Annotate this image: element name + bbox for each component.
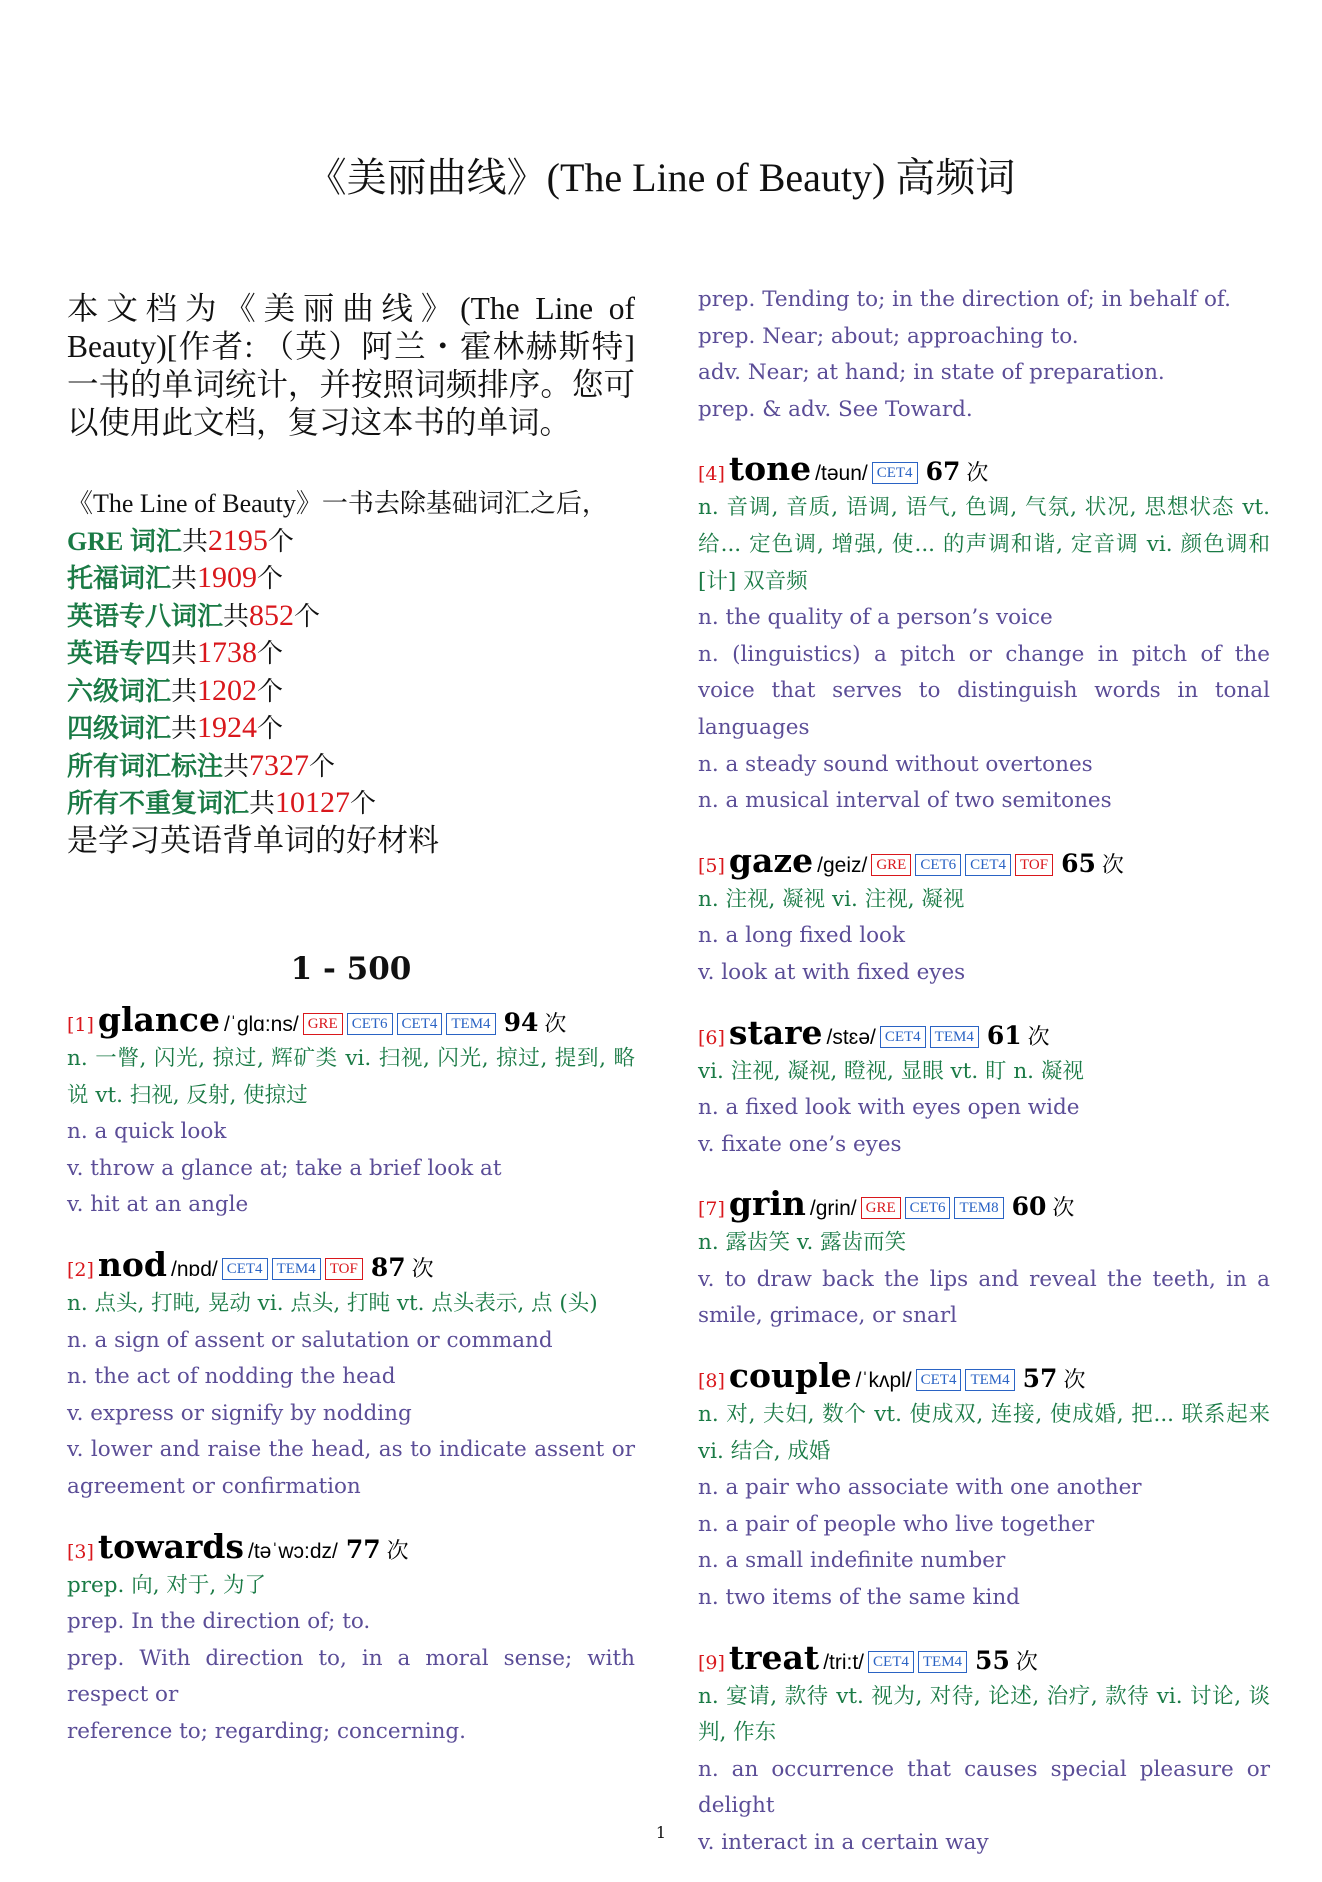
english-definition: v. express or signify by nodding xyxy=(67,1400,412,1426)
tag-cet4: CET4 xyxy=(916,1369,962,1391)
frequency-count: 67 xyxy=(925,457,961,487)
entry-header xyxy=(698,1183,1270,1225)
stat-row-cet6: 六级词汇共1202个 xyxy=(67,673,284,707)
stat-row-toefl: 托福词汇共1909个 xyxy=(67,561,284,594)
frequency-unit: 次 xyxy=(1101,852,1124,878)
english-definition: adv. Near; at hand; in state of preparation. xyxy=(698,360,1165,386)
vocabulary-stats xyxy=(67,486,635,859)
frequency-count: 60 xyxy=(1011,1192,1047,1222)
frequency-unit: 次 xyxy=(1027,1024,1050,1050)
phonetic: /stɛə/ xyxy=(826,1025,876,1049)
word-entry-couple xyxy=(698,1355,1270,1617)
word-entry-gaze xyxy=(698,840,1270,992)
english-definition: reference to; regarding; concerning. xyxy=(67,1718,467,1744)
entry-index: [1] xyxy=(67,1014,94,1036)
stats-closing: 是学习英语背单词的好材料 xyxy=(67,822,439,858)
intro-paragraph: 本文档为《美丽曲线》(The Line of Beauty)[作者: （英）阿兰・霍林赫斯特] 一书的单词统计，并按照词频排序。您可以使用此文档，复习这本书的单词。 xyxy=(67,291,635,440)
entry-header xyxy=(698,1355,1270,1397)
frequency-count: 61 xyxy=(986,1020,1022,1050)
stat-row-all-tagged: 所有词汇标注共7327个 xyxy=(67,748,336,782)
phonetic: /təun/ xyxy=(815,462,868,486)
phonetic: /ˈglɑ:ns/ xyxy=(224,1013,299,1036)
chinese-definition: n. 宴请, 款待 vt. 视为, 对待, 论述, 治疗, 款待 vi. 讨论, 谈判, 作东 xyxy=(698,1683,1270,1746)
chinese-definition: n. 一瞥, 闪光, 掠过, 辉矿类 vi. 扫视, 闪光, 掠过, 提到, 略说 vt. 扫视, 反射, 使掠过 xyxy=(67,1046,635,1108)
english-definition: prep. Tending to; in the direction of; in behalf of. xyxy=(698,287,1231,312)
phonetic: /təˈwɔ:dz/ xyxy=(248,1539,338,1563)
word-entry-glance xyxy=(67,999,635,1224)
entry-header xyxy=(67,999,635,1041)
word-entry-towards xyxy=(67,1526,635,1751)
english-definition: n. a musical interval of two semitones xyxy=(698,788,1112,814)
english-definition: n. a fixed look with eyes open wide xyxy=(698,1095,1080,1121)
english-definition: n. a quick look xyxy=(67,1119,227,1145)
headword: stare xyxy=(728,1012,823,1052)
word-entry-nod xyxy=(67,1244,635,1506)
english-definition: prep. Near; about; approaching to. xyxy=(698,323,1079,349)
phonetic: /ˈkʌpl/ xyxy=(855,1369,912,1393)
stat-row-cet4: 四级词汇共1924个 xyxy=(67,711,284,744)
tag-cet4: CET4 xyxy=(222,1258,268,1280)
word-entry-stare xyxy=(698,1012,1270,1164)
chinese-definition: n. 音调, 音质, 语调, 语气, 色调, 气氛, 状况, 思想状态 vt. 给... 定色调, 增强, 使... 的声调和谐, 定音调 vi. 颜色调和 [计] 双音频 xyxy=(698,495,1270,594)
english-definition: v. look at with fixed eyes xyxy=(698,959,966,985)
entry-header xyxy=(698,840,1270,882)
phonetic: /grin/ xyxy=(809,1197,857,1221)
tag-cet4: CET4 xyxy=(397,1013,443,1035)
tag-tem4: TEM4 xyxy=(446,1013,495,1035)
entry-index: [4] xyxy=(698,463,725,486)
phonetic: /nɒd/ xyxy=(171,1257,218,1281)
tag-cet4: CET4 xyxy=(880,1026,926,1048)
headword: grin xyxy=(728,1184,806,1224)
tag-tof: TOF xyxy=(325,1258,363,1280)
headword: tone xyxy=(728,449,812,489)
entry-index: [7] xyxy=(698,1198,725,1221)
english-definition: v. fixate one’s eyes xyxy=(698,1131,902,1157)
entry-index: [6] xyxy=(698,1026,725,1049)
frequency-unit: 次 xyxy=(966,461,989,487)
english-definition: prep. With direction to, in a moral sense; with respect or xyxy=(67,1645,635,1708)
english-definition: n. a pair who associate with one another xyxy=(698,1475,1142,1501)
tag-tem4: TEM4 xyxy=(930,1026,979,1048)
stat-row-tem8: 英语专八词汇共852个 xyxy=(67,598,321,632)
english-definition: v. throw a glance at; take a brief look at xyxy=(67,1155,502,1181)
word-entry-grin xyxy=(698,1183,1270,1335)
english-definition: prep. In the direction of; to. xyxy=(67,1609,371,1635)
entry-index: [5] xyxy=(698,854,725,877)
tag-cet4: CET4 xyxy=(872,462,918,484)
tag-cet4: CET4 xyxy=(965,854,1011,876)
frequency-count: 57 xyxy=(1022,1364,1058,1394)
tag-tem8: TEM8 xyxy=(954,1197,1003,1219)
english-definition: v. interact in a certain way xyxy=(698,1830,989,1855)
stats-lead: 《The Line of Beauty》一书去除基础词汇之后， xyxy=(67,489,608,518)
tag-tem4: TEM4 xyxy=(272,1258,321,1280)
entry-header xyxy=(698,1012,1270,1054)
frequency-unit: 次 xyxy=(544,1012,567,1037)
left-column xyxy=(67,282,635,1771)
headword: towards xyxy=(97,1526,245,1566)
frequency-count: 77 xyxy=(345,1534,381,1564)
tag-gre: GRE xyxy=(871,854,911,876)
phonetic: /geiz/ xyxy=(817,853,868,877)
chinese-definition: n. 对, 夫妇, 数个 vt. 使成双, 连接, 使成婚, 把... 联系起来 vi. 结合, 成婚 xyxy=(698,1402,1270,1464)
frequency-count: 94 xyxy=(503,1008,539,1037)
tag-gre: GRE xyxy=(303,1013,343,1035)
frequency-count: 65 xyxy=(1061,848,1096,878)
english-definition: n. a sign of assent or salutation or command xyxy=(67,1327,553,1353)
english-definition: v. to draw back the lips and reveal the teeth, in a smile, grimace, or snarl xyxy=(698,1266,1270,1329)
english-definition: prep. & adv. See Toward. xyxy=(698,396,973,422)
chinese-definition: prep. 向, 对于, 为了 xyxy=(67,1572,267,1598)
page-number: 1 xyxy=(655,1823,667,1842)
english-definition: v. lower and raise the head, as to indicate assent or agreement or confirmation xyxy=(67,1437,635,1499)
headword: gaze xyxy=(728,840,814,880)
stat-row-gre: GRE 词汇共2195个 xyxy=(67,523,294,557)
entry-index: [2] xyxy=(67,1258,94,1281)
phonetic: /tri:t/ xyxy=(823,1650,865,1674)
english-definition: n. (linguistics) a pitch or change in pitch of the voice that serves to distinguish words in tonal languages xyxy=(698,641,1270,740)
word-entry-towards-continued xyxy=(698,282,1270,428)
english-definition: n. the quality of a person’s voice xyxy=(698,605,1053,631)
entry-header xyxy=(67,1526,635,1568)
entry-index: [3] xyxy=(67,1540,94,1563)
frequency-unit: 次 xyxy=(1052,1196,1075,1222)
english-definition: n. two items of the same kind xyxy=(698,1585,1020,1611)
chinese-definition: n. 露齿笑 v. 露齿而笑 xyxy=(698,1230,907,1256)
section-heading: 1 - 500 xyxy=(290,951,412,987)
english-definition: v. hit at an angle xyxy=(67,1192,249,1218)
stat-row-tem4: 英语专四共1738个 xyxy=(67,636,284,669)
tag-cet4: CET4 xyxy=(868,1651,914,1673)
tag-gre: GRE xyxy=(861,1197,901,1219)
headword: couple xyxy=(728,1356,852,1396)
english-definition: n. a long fixed look xyxy=(698,923,906,949)
frequency-count: 87 xyxy=(370,1252,406,1282)
headword: glance xyxy=(97,1000,220,1039)
frequency-unit: 次 xyxy=(1015,1649,1038,1675)
english-definition: n. a small indefinite number xyxy=(698,1548,1006,1574)
tag-tem4: TEM4 xyxy=(918,1651,967,1673)
tag-tof: TOF xyxy=(1015,854,1053,876)
english-definition: n. the act of nodding the head xyxy=(67,1364,396,1390)
tag-cet6: CET6 xyxy=(915,854,961,876)
tag-cet6: CET6 xyxy=(905,1197,951,1219)
frequency-unit: 次 xyxy=(411,1256,434,1282)
entry-header xyxy=(67,1244,635,1286)
english-definition: n. a pair of people who live together xyxy=(698,1511,1095,1537)
document-title: 《美丽曲线》(The Line of Beauty) 高频词 xyxy=(306,155,1016,200)
tag-tem4: TEM4 xyxy=(965,1369,1014,1391)
chinese-definition: vi. 注视, 凝视, 瞪视, 显眼 vt. 盯 n. 凝视 xyxy=(698,1058,1084,1084)
frequency-count: 55 xyxy=(975,1645,1010,1675)
chinese-definition: n. 注视, 凝视 vi. 注视, 凝视 xyxy=(698,886,965,912)
word-entry-tone xyxy=(698,448,1270,819)
entry-header xyxy=(698,448,1270,490)
frequency-unit: 次 xyxy=(386,1538,409,1564)
stat-row-all-unique: 所有不重复词汇共10127个 xyxy=(67,786,377,819)
entry-index: [9] xyxy=(698,1651,725,1674)
headword: nod xyxy=(97,1244,167,1284)
right-column xyxy=(698,282,1270,1882)
frequency-unit: 次 xyxy=(1063,1368,1086,1394)
headword: treat xyxy=(728,1637,820,1677)
tag-cet6: CET6 xyxy=(347,1013,393,1035)
entry-header xyxy=(698,1637,1270,1679)
english-definition: n. a steady sound without overtones xyxy=(698,751,1093,777)
english-definition: n. an occurrence that causes special pleasure or delight xyxy=(698,1756,1270,1819)
chinese-definition: n. 点头, 打盹, 晃动 vi. 点头, 打盹 vt. 点头表示, 点 (头) xyxy=(67,1290,598,1316)
entry-index: [8] xyxy=(698,1370,725,1393)
